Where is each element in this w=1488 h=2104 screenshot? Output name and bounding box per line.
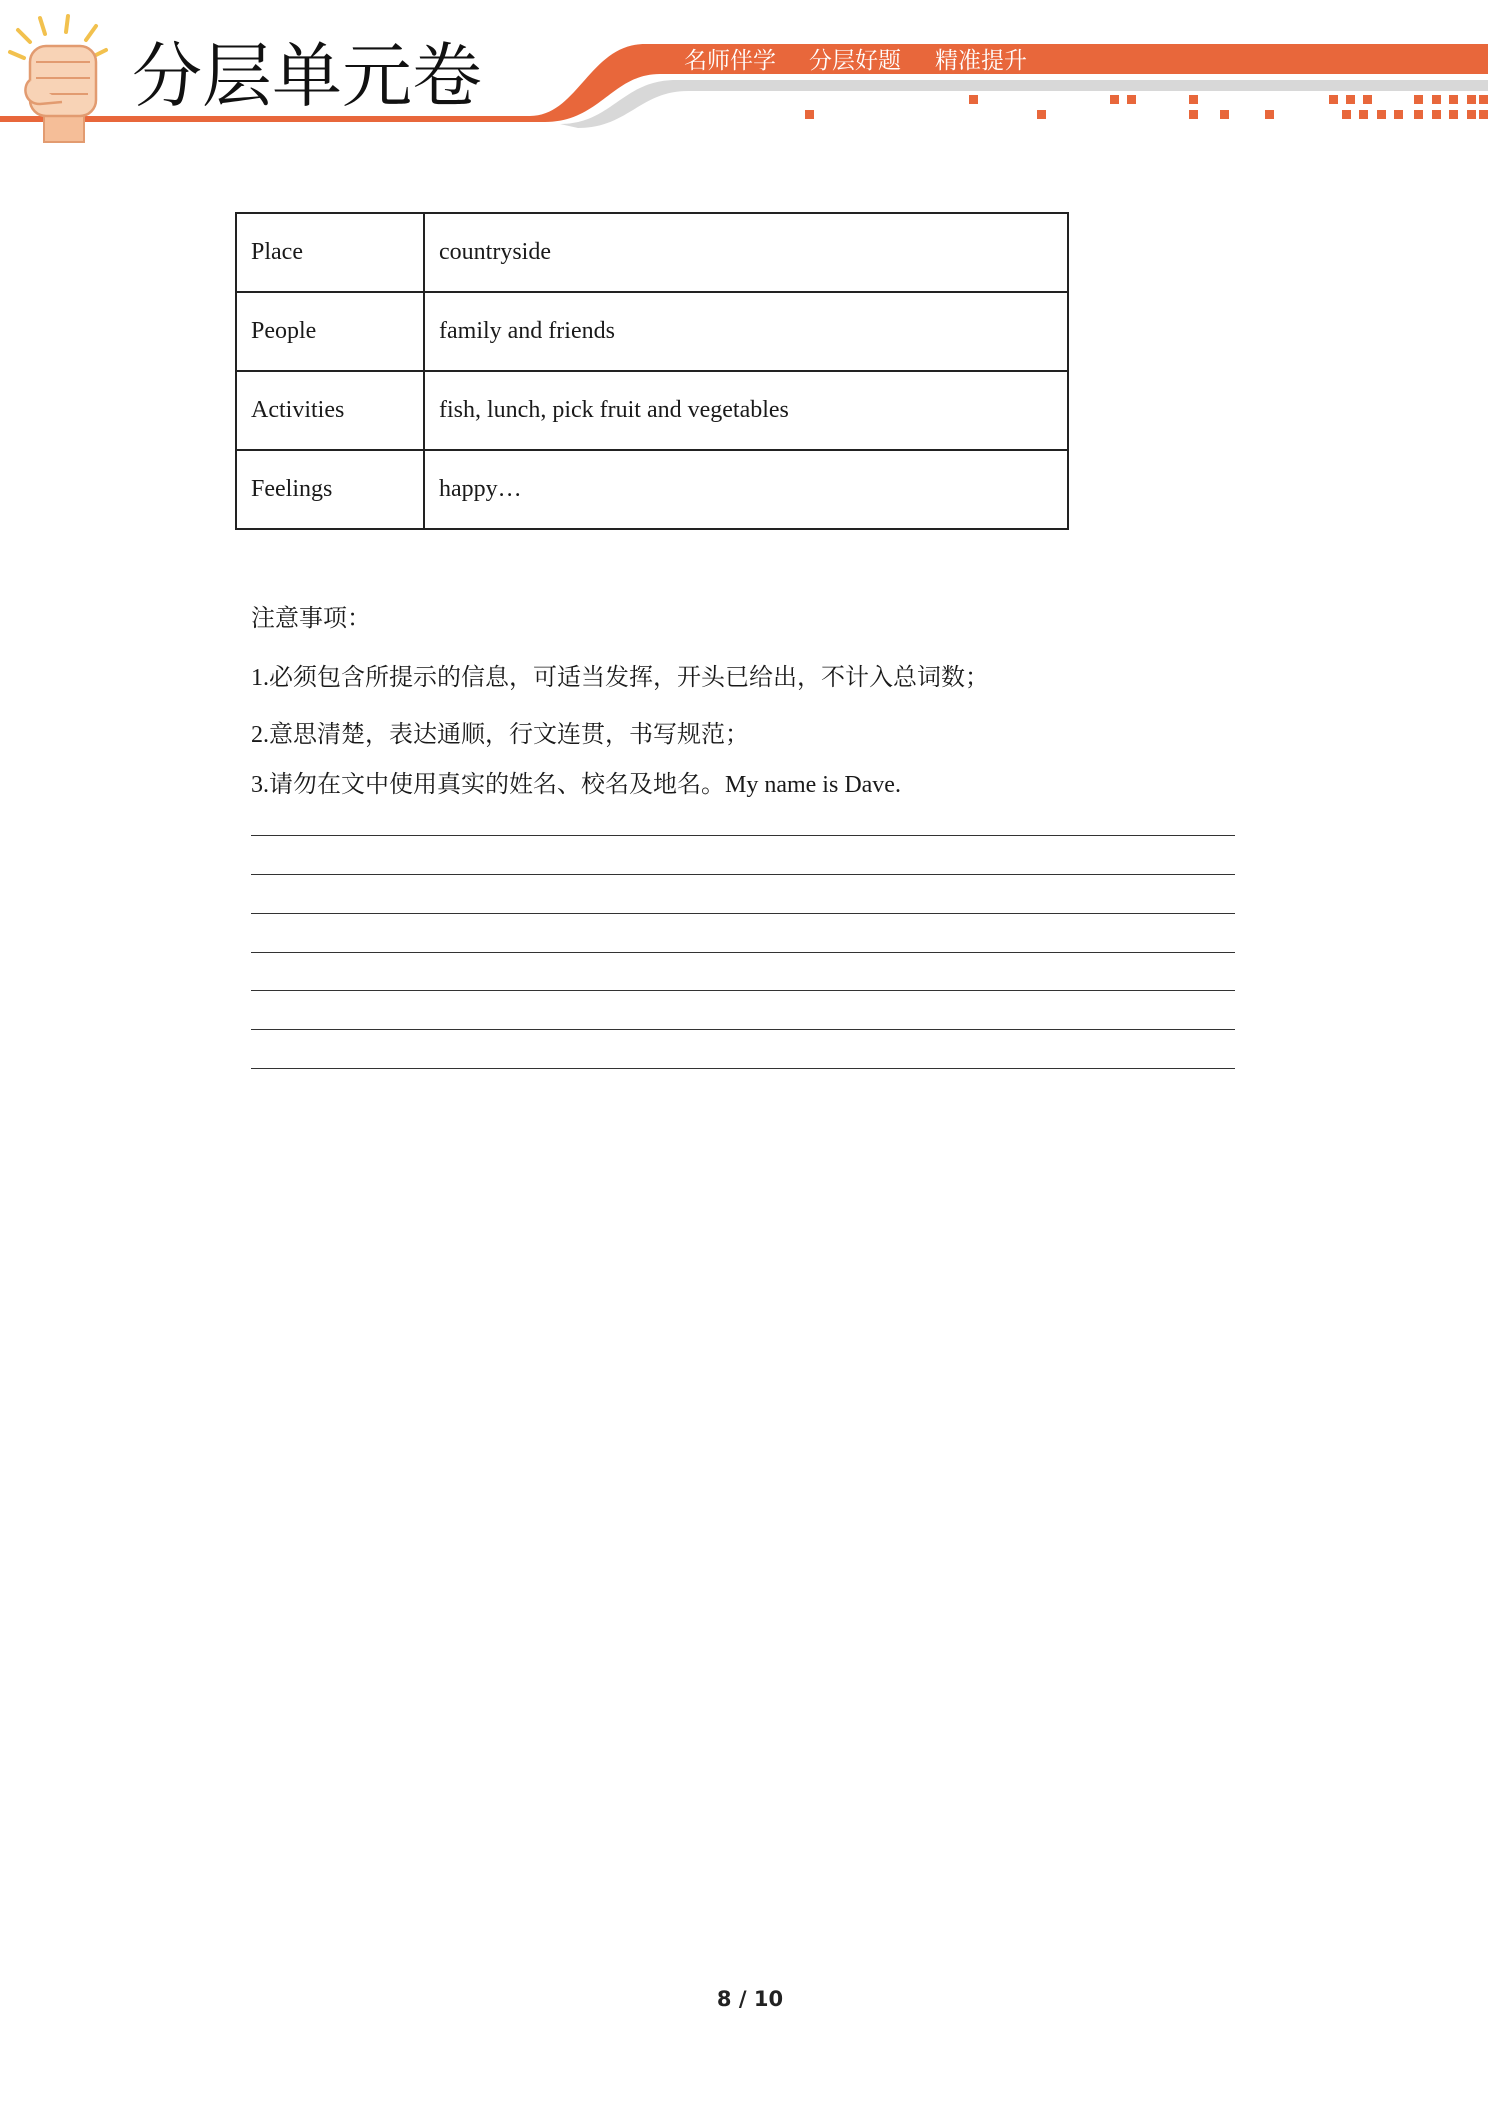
decorative-squares xyxy=(805,95,1488,119)
table-value-cell: fish, lunch, pick fruit and vegetables xyxy=(424,371,1068,450)
decor-square xyxy=(1329,95,1338,104)
answer-line xyxy=(251,952,1235,953)
decor-square xyxy=(1479,95,1488,104)
decor-square xyxy=(1265,110,1274,119)
answer-line xyxy=(251,913,1235,914)
decor-square xyxy=(1432,110,1441,119)
table-label-cell: Feelings xyxy=(236,450,424,529)
decor-square xyxy=(1467,110,1476,119)
answer-line xyxy=(251,990,1235,991)
slogan-item: 名师伴学 xyxy=(684,48,776,74)
decor-square xyxy=(1359,110,1368,119)
decor-square xyxy=(1467,95,1476,104)
table-label-cell: Place xyxy=(236,213,424,292)
notes-item: 1.必须包含所提示的信息，可适当发挥，开头已给出，不计入总词数； xyxy=(251,665,989,691)
table-value-cell: family and friends xyxy=(424,292,1068,371)
answer-line xyxy=(251,1068,1235,1069)
table-label-cell: People xyxy=(236,292,424,371)
decor-square xyxy=(1414,95,1423,104)
decor-square xyxy=(1414,110,1423,119)
slogan-item: 精准提升 xyxy=(935,48,1027,74)
decor-square xyxy=(1127,95,1136,104)
decor-square xyxy=(805,110,814,119)
decor-square xyxy=(969,95,978,104)
decor-square xyxy=(1110,95,1119,104)
decor-square xyxy=(1394,110,1403,119)
answer-line xyxy=(251,874,1235,875)
decor-square xyxy=(1449,95,1458,104)
decor-square xyxy=(1342,110,1351,119)
table-row xyxy=(236,371,1068,450)
decor-square xyxy=(1479,110,1488,119)
writing-prompt-table xyxy=(235,212,1069,530)
notes-item: 2.意思清楚，表达通顺，行文连贯，书写规范； xyxy=(251,722,749,748)
fist-icon xyxy=(10,16,106,142)
slogan-item: 分层好题 xyxy=(809,48,901,74)
answer-line xyxy=(251,1029,1235,1030)
table-row xyxy=(236,292,1068,371)
table-row xyxy=(236,450,1068,529)
table-row xyxy=(236,213,1068,292)
decor-square xyxy=(1037,110,1046,119)
decor-square xyxy=(1449,110,1458,119)
notes-item: 3.请勿在文中使用真实的姓名、校名及地名。My name is Dave. xyxy=(251,772,901,798)
table-value-cell: happy… xyxy=(424,450,1068,529)
decor-square xyxy=(1189,110,1198,119)
page-number: 8 / 10 xyxy=(716,1987,784,2011)
table-label-cell: Activities xyxy=(236,371,424,450)
page-header xyxy=(0,0,1488,150)
decor-square xyxy=(1363,95,1372,104)
decor-square xyxy=(1377,110,1386,119)
logo-title: 分层单元卷 xyxy=(132,35,482,117)
answer-line xyxy=(251,835,1235,836)
notes-title: 注意事项： xyxy=(251,606,371,632)
decor-square xyxy=(1346,95,1355,104)
decor-square xyxy=(1189,95,1198,104)
decor-square xyxy=(1220,110,1229,119)
table-value-cell: countryside xyxy=(424,213,1068,292)
decor-square xyxy=(1432,95,1441,104)
